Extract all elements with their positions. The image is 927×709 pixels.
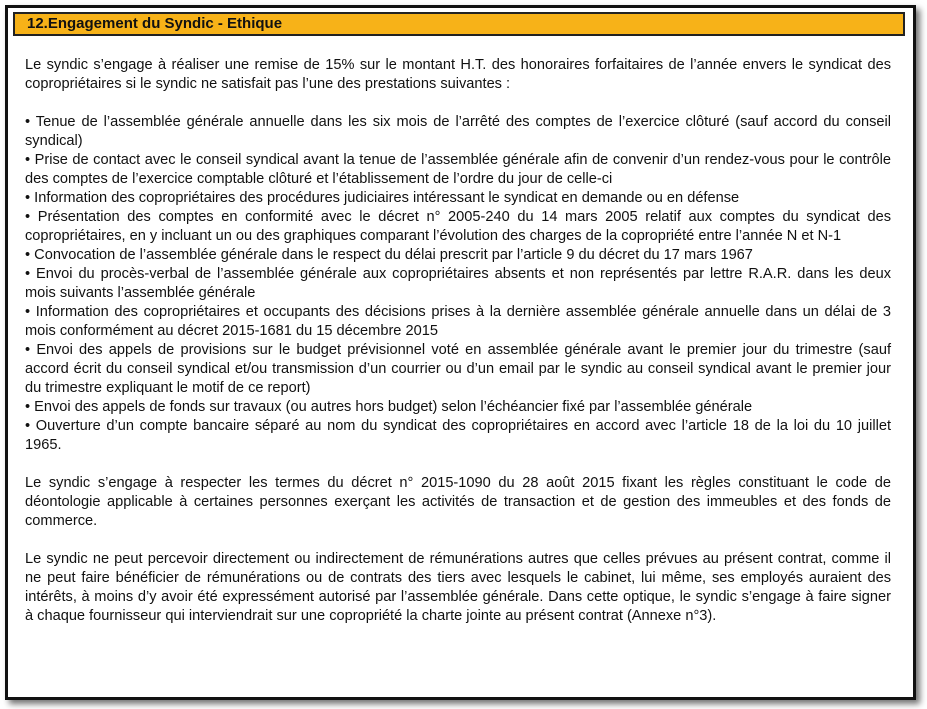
list-item: • Convocation de l’assemblée générale dans le respect du délai prescrit par l’article 9 du décret du 17 mars 1967 xyxy=(25,247,753,263)
list-item: • Présentation des comptes en conformité avec le décret n° 2005-240 du 14 mars 2005 relatif aux comptes du syndicat des copropriétaires, en y incluant un ou des graphiques comparant l’évolution des charges de la copropriété entre l’année N et N-1 xyxy=(25,209,891,244)
list-item: • Ouverture d’un compte bancaire séparé au nom du syndicat des copropriétaires en accord avec l’article 18 de la loi du 10 juillet 1965. xyxy=(25,418,891,453)
list-item: • Information des copropriétaires et occupants des décisions prises à la dernière assemblée générale annuelle dans un délai de 3 mois conformément au décret 2015-1681 du 15 décembre 2015 xyxy=(25,304,891,339)
spacer xyxy=(25,94,891,113)
spacer xyxy=(25,531,891,550)
list-item: • Envoi du procès-verbal de l’assemblée générale aux copropriétaires absents et non représentés par lettre R.A.R. dans les deux mois suivants l’assemblée générale xyxy=(25,266,891,301)
list-item: • Information des copropriétaires des procédures judiciaires intéressant le syndicat en demande ou en défense xyxy=(25,190,740,206)
deontologie-paragraph: Le syndic s’engage à respecter les termes du décret n° 2015-1090 du 28 août 2015 fixant les règles constituant le code de déontologie applicable à certaines personnes exerçant les activités de transaction et de gestion des immeubles et des fonds de commerce. xyxy=(25,475,891,529)
spacer xyxy=(25,455,891,474)
section-title: 12.Engagement du Syndic - Ethique xyxy=(27,15,283,32)
list-item: • Envoi des appels de fonds sur travaux (ou autres hors budget) selon l’échéancier fixé par l’assemblée générale xyxy=(25,399,753,415)
document-body xyxy=(25,56,891,626)
list-item: • Prise de contact avec le conseil syndical avant la tenue de l’assemblée générale afin de convenir d’un rendez-vous pour le contrôle des comptes de l’exercice comptable clôturé et l’établissement de l’ordre du jour de celle-ci xyxy=(25,152,891,187)
prestations-list xyxy=(25,113,891,455)
remuneration-paragraph: Le syndic ne peut percevoir directement ou indirectement de rémunérations autres que celles prévues au présent contrat, comme il ne peut faire bénéficier de rémunérations ou de contrats des tiers avec lesquels le cabinet, lui même, ses employés auraient des intérêts, à moins d’y avoir été expressément autorisé par l’assemblée générale. Dans cette optique, le syndic s’engage à faire signer à chaque fournisseur qui interviendrait sur une copropriété la charte jointe au présent contrat (Annexe n°3). xyxy=(25,551,891,624)
intro-paragraph: Le syndic s’engage à réaliser une remise de 15% sur le montant H.T. des honoraires forfaitaires de l’année envers le syndicat des copropriétaires si le syndic ne satisfait pas l’une des prestations suivantes : xyxy=(25,57,891,92)
list-item: • Envoi des appels de provisions sur le budget prévisionnel voté en assemblée générale avant le premier jour du trimestre (sauf accord écrit du conseil syndical et/ou transmission d’un courrier ou d’un email par le syndic au conseil syndical avant le premier jour du trimestre expliquant le motif de ce report) xyxy=(25,342,891,396)
list-item: • Tenue de l’assemblée générale annuelle dans les six mois de l’arrêté des comptes de l’exercice clôturé (sauf accord du conseil syndical) xyxy=(25,114,891,149)
section-header xyxy=(13,12,905,36)
